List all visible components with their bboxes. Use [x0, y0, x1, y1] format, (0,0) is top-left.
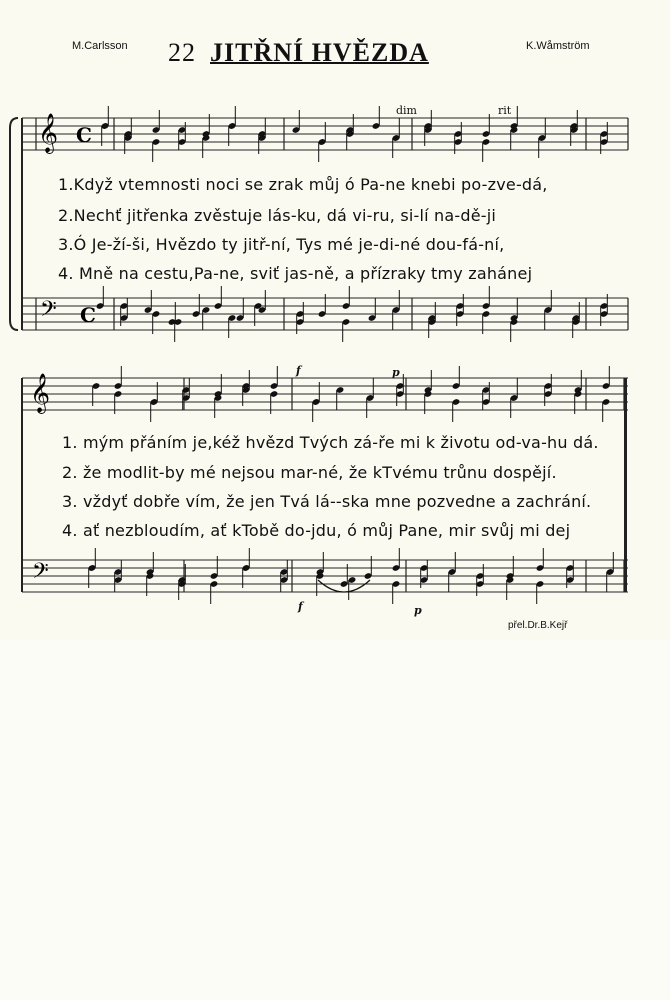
verse-3-line-2: 3. vždyť dobře vím, že jen Tvá lá--ska mne pozvedne a zachrání.: [62, 492, 592, 511]
song-number: 22: [168, 38, 196, 67]
bass-clef-2: 𝄢: [32, 559, 49, 589]
brace-1: [10, 118, 18, 330]
verse-4-line-2: 4. ať nezbloudím, ať kTobě do-jdu, ó můj Pane, mir svůj mi dej: [62, 521, 571, 540]
verse-3-line-1: 3.Ó Je-ží-ši, Hvězdo ty jitř-ní, Tys mé je-di-né dou-fá-ní,: [58, 235, 505, 254]
arranger-credit: přel.Dr.B.Kejř: [508, 620, 568, 631]
lyricist: M.Carlsson: [72, 40, 128, 52]
treble-clef-2: 𝄞: [30, 373, 51, 413]
dynamic-forte-2: f: [298, 600, 303, 613]
dynamic-piano-2: p: [414, 604, 422, 617]
verse-1-line-1: 1.Když vtemnosti noci se zrak můj ó Pa-ne knebi po-zve-dá,: [58, 175, 548, 194]
dynamic-piano-1: p: [392, 366, 400, 379]
time-signature-bass-1: C: [80, 303, 96, 327]
dynamic-dim: dim: [396, 104, 417, 117]
composer: K.Wåmström: [526, 40, 590, 52]
verse-2-line-1: 2.Nechť jitřenka zvěstuje lás-ku, dá vi-ru, si-lí na-dě-ji: [58, 206, 497, 225]
dynamic-rit: rit: [498, 104, 512, 117]
bass-clef-1: 𝄢: [40, 297, 57, 327]
time-signature-1: C: [76, 123, 92, 147]
final-barline: [624, 378, 627, 592]
treble-clef-1: 𝄞: [38, 113, 59, 153]
verse-4-line-1: 4. Mně na cestu,Pa-ne, sviť jas-ně, a přízraky tmy zahánej: [58, 264, 533, 283]
dynamic-forte-1: f: [296, 364, 301, 377]
song-title-text: JITŘNÍ HVĚZDA: [210, 38, 429, 67]
blank-area: [0, 640, 670, 1000]
verse-1-line-2: 1. mým přáním je,kéž hvězd Tvých zá-ře mi k životu od-va-hu dá.: [62, 433, 599, 452]
verse-2-line-2: 2. že modlit-by mé nejsou mar-né, že kTvému trůnu dospějí.: [62, 463, 557, 482]
